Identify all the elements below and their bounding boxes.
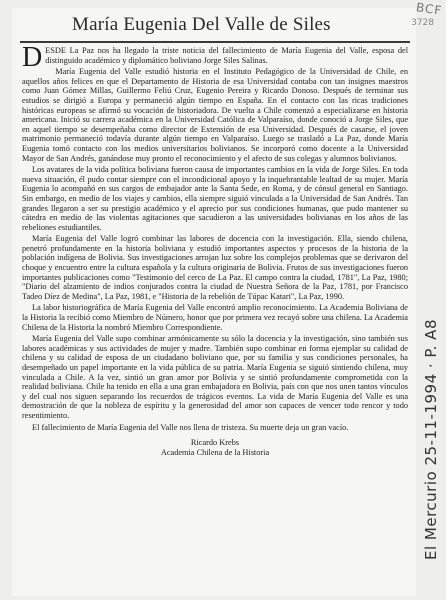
article-title: María Eugenia Del Valle de Siles bbox=[72, 14, 331, 35]
author-affiliation: Academia Chilena de la Historia bbox=[160, 447, 270, 457]
article-body bbox=[22, 42, 408, 457]
signature-block bbox=[22, 438, 408, 457]
drop-cap: D bbox=[22, 42, 43, 73]
archive-stamp: BCF bbox=[414, 0, 443, 18]
article-paragraph-2: María Eugenia del Valle estudió historia en el Instituto Pedagógico de la Universidad de Chile, en aquellos años felices en que el Departamento de Historia de esa Universidad contaba con tan insignes maestros como Juan Gómez Millas, Guillermo Feliú Cruz, Eugenio Pereira y Ricardo Donoso. Después de terminar sus estudios se dirigió a Europa y permaneció algún tiempo en España. En el contacto con las ricas tradiciones históricas europeas se afirmó su vocación de historiadora. De vuelta a Chile comenzó a especializarse en historia americana. Inició su carrera académica en la Universidad Católica de Valparaíso, donde conoció a Jorge Siles, que en aquel tiempo se desempeñaba como director de Extensión de esa Universidad. Después de casarse, el joven matrimonio permaneció todavía durante algún tiempo en Valparaíso. Luego se trasladó a La Paz, donde María Eugenia tomó contacto con los medios universitarios bolivianos. Se incorporó como docente a la Universidad Mayor de San Andrés, ganándose muy pronto el reconocimiento y el afecto de sus colegas y alumnos bolivianos. bbox=[22, 67, 408, 163]
article-paragraph-5: La labor historiográfica de María Eugenia del Valle encontró amplio reconocimiento. La Academia Boliviana de la Historia la recibió como Miembro de Número, honor que por primera vez recayó sobre una chilena. La Academia Chilena de la Historia la nombró Miembro Correspondiente. bbox=[22, 303, 408, 332]
author-name: Ricardo Krebs bbox=[190, 438, 240, 448]
title-rule bbox=[20, 41, 410, 43]
article-paragraph-3: Los avatares de la vida política boliviana fueron causa de importantes cambios en la vida de Jorge Siles. En toda nueva situación, él pudo contar siempre con el incondicional apoyo y la inquebrantable lealtad de su mujer. María Eugenia lo acompañó en sus cargos de embajador ante la Santa Sede, en Roma, y de cónsul general en Santiago. Sin embargo, en medio de los viajes y cambios, ella siempre siguió vinculada a la Universidad de San Andrés. Tan grandes llegaron a ser su prestigio académico y el aprecio por sus condiciones humanas, que pudo mantener su cátedra en medio de las violentas agitaciones que sacudieron a las universidades bolivianas en los años de las rebeliones estudiantiles. bbox=[22, 165, 408, 232]
article-paragraph-1: DESDE La Paz nos ha llegado la triste noticia del fallecimiento de María Eugenia del Valle, esposa del distinguido académico y diplomático boliviano Jorge Siles Salinas. bbox=[22, 42, 408, 73]
handwritten-source-note: El Mercurio 25-11-1994 · P. A8 bbox=[422, 319, 440, 560]
article-paragraph-4: María Eugenia del Valle logró combinar las labores de docencia con la investigación. Ella, siendo chilena, penetró profundamente en la historia boliviana y estudió importantes aspectos y procesos de la historia de la población indígena de Bolivia. Sus investigaciones arrojan luz sobre los complejos problemas que se derivaron del choque y encuentro entre la cultura española y la cultura originaria de Bolivia. Frutos de sus investigaciones fueron importantes publicaciones como "Testimonio del cerco de La Paz. El campo contra la ciudad, 1781", La Paz, 1980; "Diario del alzamiento de indios conjurados contra la ciudad de Nuestra Señora de la Paz, 1781, por Francisco Tadeo Díez de Medina", La Paz, 1981, e "Historia de la rebelión de Túpac Katari", La Paz, 1990. bbox=[22, 234, 408, 301]
article-paragraph-6: María Eugenia del Valle supo combinar armónicamente su sólo la docencia y la investigación, sino también sus labores académicas y sus actividades de mujer y madre. También supo combinar en forma ejemplar su calidad de chilena y su calidad de esposa de un ciudadano boliviano que, por su familia y sus condiciones personales, ha desempeñado un papel importante en la vida pública de su patria. María Eugenia se siguió sintiendo chilena, muy vinculada a Chile. A la vez, sintió un gran amor por Bolivia y se sintió profundamente comprometida con la realidad boliviana. Chile ha tenido en ella a una gran embajadora en Bolivia, país con que nos unen tantos vínculos y del cual nos siguen separando los recuerdos de trágicos eventos. La vida de María Eugenia del Valle es una demostración de que la nobleza de espíritu y la generosidad del amor son capaces de vencer todo rencor y todo resentimiento. bbox=[22, 334, 408, 420]
article-paragraph-7: El fallecimiento de María Eugenia del Valle nos llena de tristeza. Su muerte deja un gran vacío. bbox=[32, 422, 349, 432]
archive-number: 3728 bbox=[411, 18, 434, 28]
